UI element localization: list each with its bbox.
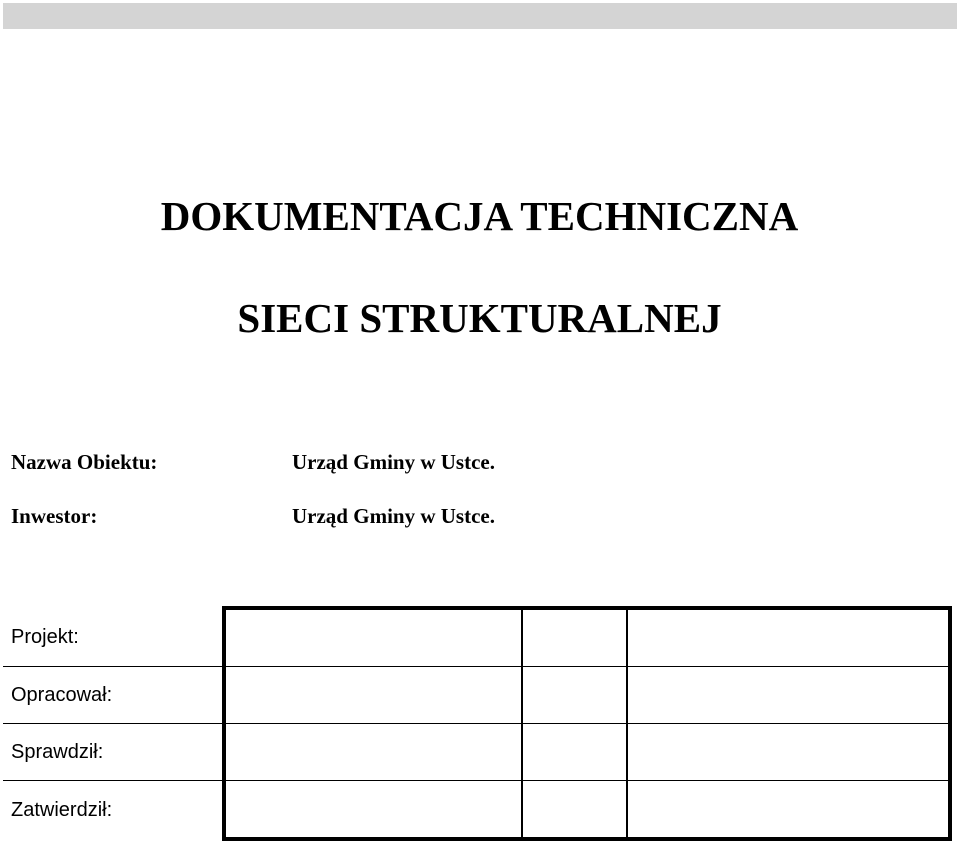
row-label-project: Projekt:: [3, 608, 224, 667]
name-cell: [224, 608, 522, 667]
date-cell: [522, 667, 627, 724]
signature-cell: [627, 667, 950, 724]
name-cell: [224, 781, 522, 840]
document-subtitle: SIECI STRUKTURALNEJ: [237, 295, 722, 341]
top-bar: [3, 3, 957, 29]
date-cell: [522, 608, 627, 667]
row-label-checked: Sprawdził:: [3, 724, 224, 781]
table-row: [3, 667, 950, 724]
object-name-label: Nazwa Obiektu:: [11, 450, 158, 474]
row-label-approved: Zatwierdził:: [3, 781, 224, 840]
row-label-prepared: Opracował:: [3, 667, 224, 724]
document-title: DOKUMENTACJA TECHNICZNA: [160, 193, 799, 239]
signature-cell: [627, 781, 950, 840]
approval-table: [3, 606, 952, 841]
object-name-value: Urząd Gminy w Ustce.: [292, 450, 495, 474]
signature-cell: [627, 724, 950, 781]
date-cell: [522, 724, 627, 781]
date-cell: [522, 781, 627, 840]
table-row: [3, 724, 950, 781]
table-row: [3, 781, 950, 840]
investor-label: Inwestor:: [11, 504, 98, 528]
name-cell: [224, 724, 522, 781]
signature-cell: [627, 608, 950, 667]
table-row: [3, 608, 950, 667]
name-cell: [224, 667, 522, 724]
investor-value: Urząd Gminy w Ustce.: [292, 504, 495, 528]
